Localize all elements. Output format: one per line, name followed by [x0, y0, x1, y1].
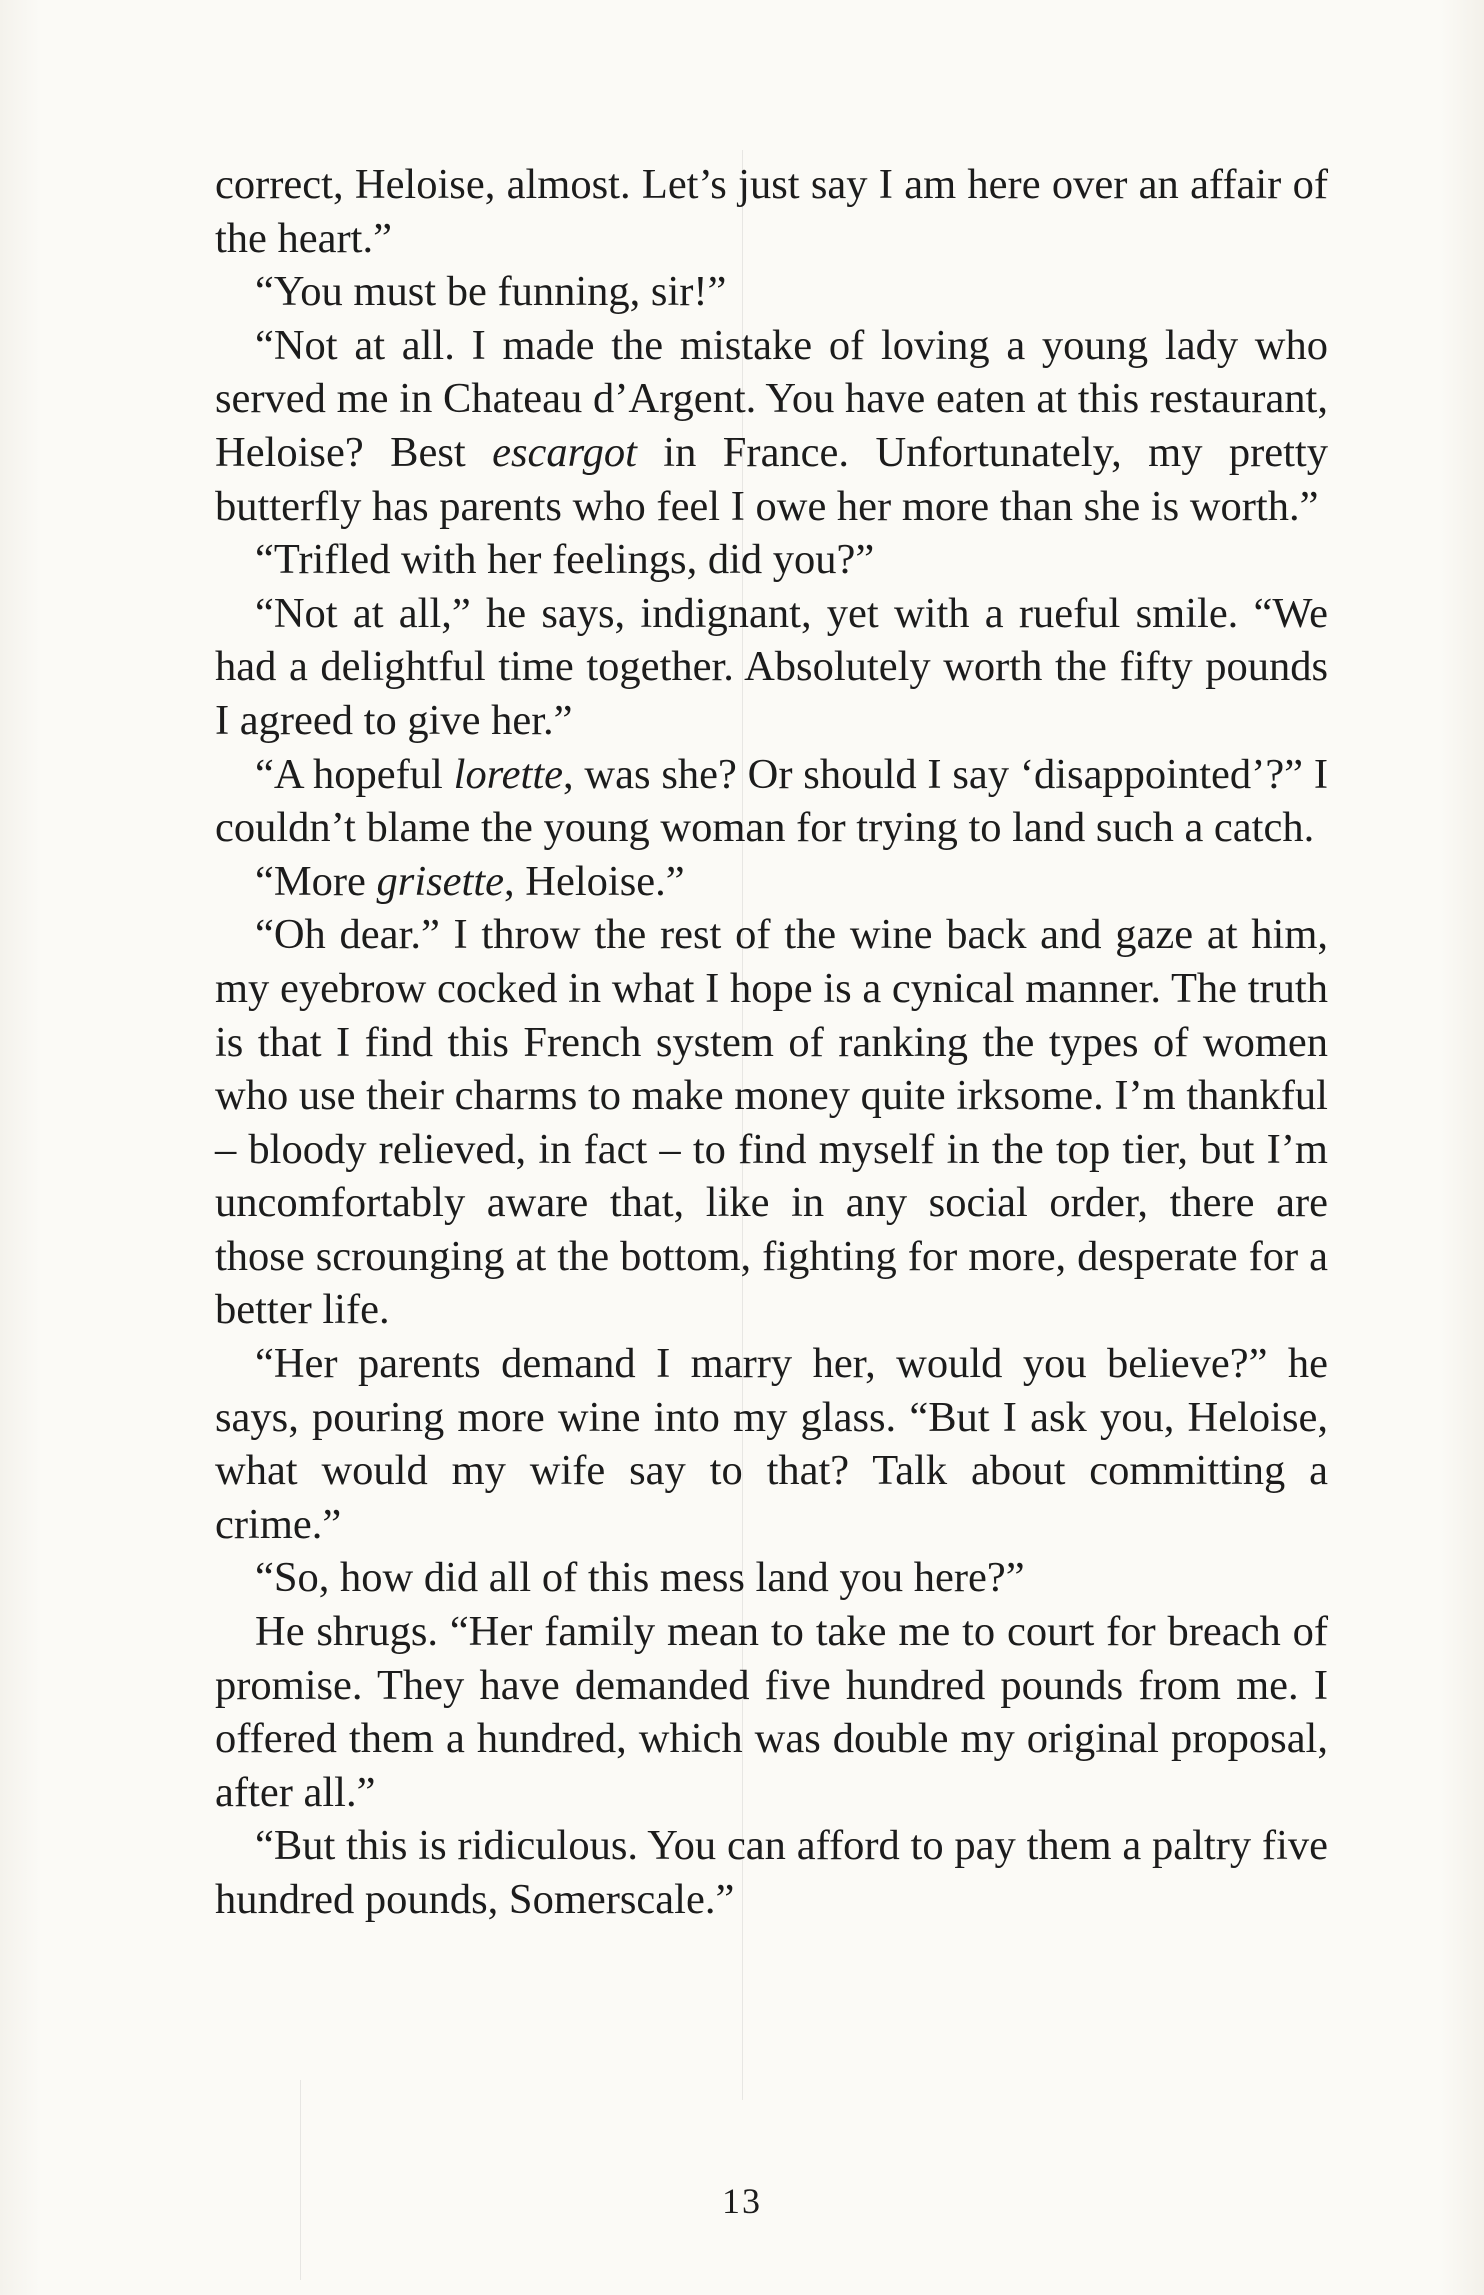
paragraph: [215, 158, 1328, 265]
paragraph: [215, 1605, 1328, 1819]
text-run: “Not at all. I made the mistake of loving a young lady who served me in Chateau d’Argent. You have eaten at this restaurant, Heloise? Best: [215, 321, 1328, 476]
text-run: “Her parents demand I marry her, would you believe?” he says, pouring more wine into my glass. “But I ask you, Heloise, what would my wife say to that? Talk about committing a crime.”: [215, 1340, 1328, 1548]
text-run: , was she? Or should I say ‘disappointed’?” I couldn’t blame the young woman for trying to land such a catch.: [215, 750, 1328, 852]
italic-text: escargot: [492, 428, 637, 476]
text-run: He shrugs. “Her family mean to take me to court for breach of promise. They have demanded five hundred pounds from me. I offered them a hundred, which was double my original proposal, after all.”: [215, 1608, 1328, 1816]
paragraph: [215, 1337, 1328, 1551]
paragraph: [215, 1551, 1328, 1605]
text-run: “So, how did all of this mess land you here?”: [255, 1554, 1025, 1602]
italic-text: grisette: [376, 857, 505, 905]
paragraph: [215, 1819, 1328, 1926]
body-text: [215, 158, 1328, 1927]
text-run: “But this is ridiculous. You can afford to pay them a paltry five hundred pounds, Somerscale.”: [215, 1822, 1328, 1923]
italic-text: lorette: [453, 750, 564, 798]
paragraph: [215, 748, 1328, 855]
text-run: “Not at all,” he says, indignant, yet with a rueful smile. “We had a delightful time together. Absolutely worth the fifty pounds I agreed to give her.”: [215, 589, 1328, 744]
text-run: in France. Unfortunately, my pretty butterfly has parents who feel I owe her more than she is worth.”: [215, 428, 1328, 530]
text-run: , Heloise.”: [504, 857, 685, 905]
text-run: correct, Heloise, almost. Let’s just say I am here over an affair of the heart.”: [215, 161, 1328, 262]
paragraph: [215, 908, 1328, 1337]
paragraph: [215, 587, 1328, 748]
text-run: “You must be funning, sir!”: [255, 268, 727, 316]
paragraph: [215, 319, 1328, 533]
text-run: “Oh dear.” I throw the rest of the wine back and gaze at him, my eyebrow cocked in what I hope is a cynical manner. The truth is that I find this French system of ranking the types of women who use their charms to make money quite irksome. I’m thankful – bloody relieved, in fact – to find myself in the top tier, but I’m uncomfortably aware that, like in any social order, there are those scrounging at the bottom, fighting for more, desperate for a better life.: [215, 911, 1328, 1334]
text-run: “More: [255, 857, 377, 905]
paragraph: [215, 265, 1328, 319]
page-number: 13: [722, 2181, 762, 2221]
paragraph: [215, 533, 1328, 587]
text-run: “Trifled with her feelings, did you?”: [255, 536, 875, 584]
paragraph: [215, 855, 1328, 909]
text-run: “A hopeful: [255, 750, 454, 798]
